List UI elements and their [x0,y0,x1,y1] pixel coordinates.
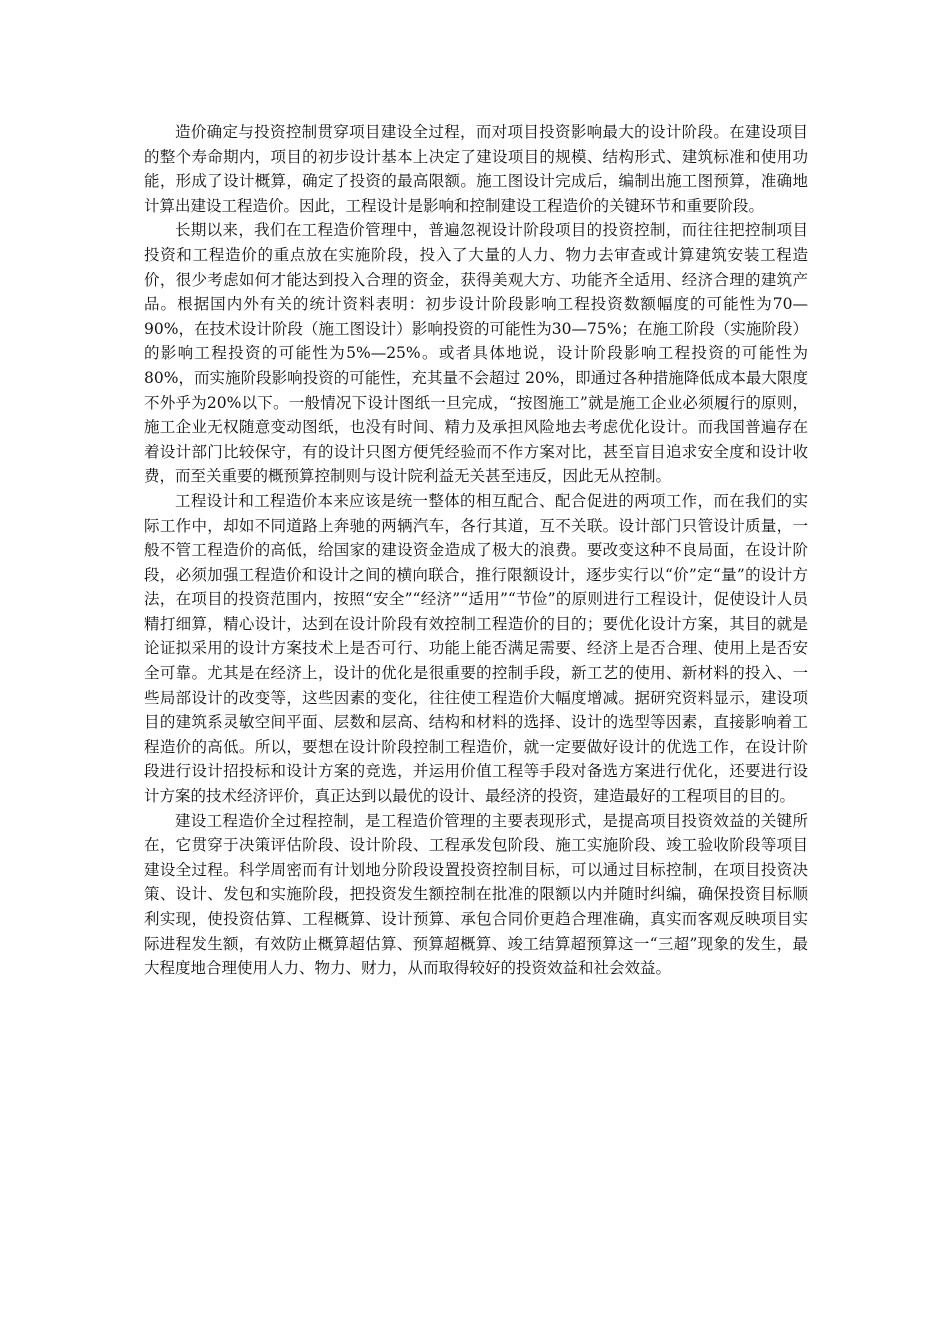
paragraph-2: 长期以来，我们在工程造价管理中，普遍忽视设计阶段项目的投资控制，而往往把控制项目投资和工程造价的重点放在实施阶段，投入了大量的人力、物力去审查或计算建筑安装工程造价，很少考虑如何才能达到投入合理的资金，获得美观大方、功能齐全适用、经济合理的建筑产品。根据国内外有关的统计资料表明：初步设计阶段影响工程投资数额幅度的可能性为70—90%，在技术设计阶段（施工图设计）影响投资的可能性为30—75%；在施工阶段（实施阶段）的影响工程投资的可能性为5%—25%。或者具体地说，设计阶段影响工程投资的可能性为80%，而实施阶段影响投资的可能性，充其量不会超过 20%，即通过各种措施降低成本最大限度不外乎为20%以下。一般情况下设计图纸一旦完成，“按图施工”就是施工企业必须履行的原则，施工企业无权随意变动图纸，也没有时间、精力及承担风险地去考虑优化设计。而我国普遍存在着设计部门比较保守，有的设计只图方便凭经验而不作方案对比，甚至盲目追求安全度和设计收费，而至关重要的概预算控制则与设计院利益无关甚至违反，因此无从控制。 [144,221,808,486]
paragraph-4: 建设工程造价全过程控制，是工程造价管理的主要表现形式，是提高项目投资效益的关键所在，它贯穿于决策评估阶段、设计阶段、工程承发包阶段、施工实施阶段、竣工验收阶段等项目建设全过程。科学周密而有计划地分阶段设置投资控制目标，可以通过目标控制，在项目投资决策、设计、发包和实施阶段，把投资发生额控制在批准的限额以内并随时纠编，确保投资目标顺利实现，使投资估算、工程概算、设计预算、承包合同价更趋合理准确，真实而客观反映项目实际进程发生额，有效防止概算超估算、预算超概算、竣工结算超预算这一“三超”现象的发生，最大程度地合理使用人力、物力、财力，从而取得较好的投资效益和社会效益。 [144,811,808,978]
paragraph-3: 工程设计和工程造价本来应该是统一整体的相互配合、配合促进的两项工作，而在我们的实际工作中，却如不同道路上奔驰的两辆汽车，各行其道，互不关联。设计部门只管设计质量，一般不管工程造价的高低，给国家的建设资金造成了极大的浪费。要改变这种不良局面，在设计阶段，必须加强工程造价和设计之间的横向联合，推行限额设计，逐步实行以“价”定“量”的设计方法，在项目的投资范围内，按照“安全”“经济”“适用”“节俭”的原则进行工程设计，促使设计人员精打细算，精心设计，达到在设计阶段有效控制工程造价的目的；要优化设计方案，其目的就是论证拟采用的设计方案技术上是否可行、功能上能否满足需要、经济上是否合理、使用上是否安全可靠。尤其是在经济上，设计的优化是很重要的控制手段，新工艺的使用、新材料的投入、一些局部设计的改变等，这些因素的变化，往往使工程造价大幅度增减。据研究资料显示，建设项目的建筑系灵敏空间平面、层数和层高、结构和材料的选择、设计的选型等因素，直接影响着工程造价的高低。所以，要想在设计阶段控制工程造价，就一定要做好设计的优选工作，在设计阶段进行设计招投标和设计方案的竞选，并运用价值工程等手段对备选方案进行优化，还要进行设计方案的技术经济评价，真正达到以最优的设计、最经济的投资，建造最好的工程项目的目的。 [144,491,808,806]
document-body [144,120,808,981]
paragraph-1: 造价确定与投资控制贯穿项目建设全过程，而对项目投资影响最大的设计阶段。在建设项目的整个寿命期内，项目的初步设计基本上决定了建设项目的规模、结构形式、建筑标准和使用功能，形成了设计概算，确定了投资的最高限额。施工图设计完成后，编制出施工图预算，准确地计算出建设工程造价。因此，工程设计是影响和控制建设工程造价的关键环节和重要阶段。 [144,123,808,215]
